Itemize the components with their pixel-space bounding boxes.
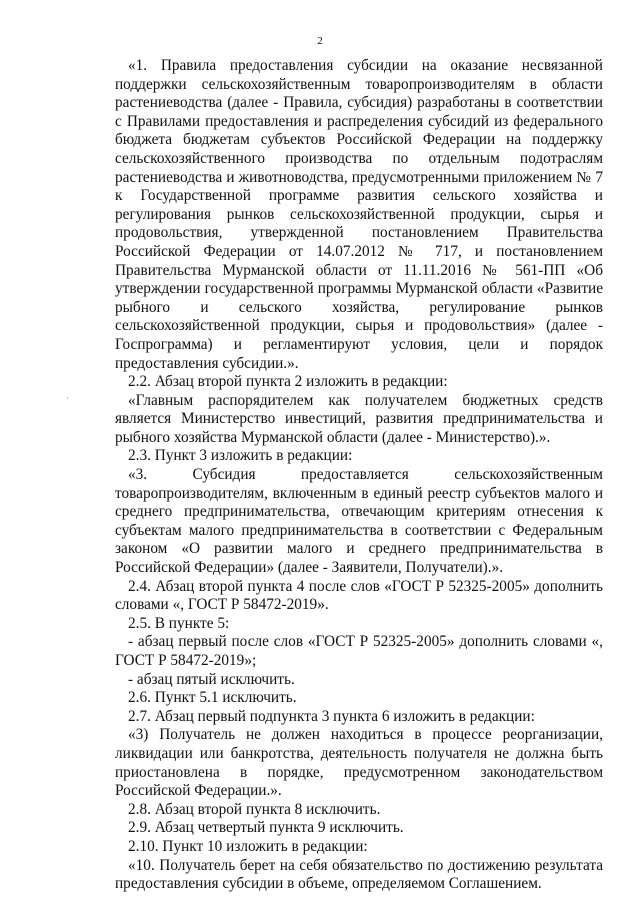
paragraph-rules-clause-1: «1. Правила предоставления субсидии на оказание несвязанной поддержки сельскохозяйственным товаропроизводителям в области растениеводства (далее - Правила, субсидия) разработаны в соответствии с Правилами предоставления и распределения субсидий из федерального бюджета бюджетам субъектов Российской Федерации на поддержку сельскохозяйственного производства по отдельным подотраслям растениеводства и животноводства, предусмотренными приложением № 7 к Государственной программе развития сельского хозяйства и регулирования рынков сельскохозяйственной продукции, сырья и продовольствия, утвержденной постановлением Правительства Российской Федерации от 14.07.2012 № 717, и постановлением Правительства Мурманской области от 11.11.2016 № 561-ПП «Об утверждении государственной программы Мурманской области «Развитие рыбного и сельского хозяйства, регулирование рынков сельскохозяйственной продукции, сырья и продовольствия» (далее - Госпрограмма) и регламентируют условия, цели и порядок предоставления субсидии.». xyxy=(115,57,603,372)
paragraph-amendment-2-6: 2.6. Пункт 5.1 исключить. xyxy=(128,689,297,707)
paragraph-amendment-2-7: 2.7. Абзац первый подпункта 3 пункта 6 изложить в редакции: xyxy=(128,707,535,725)
paragraph-2-5-second-item: - абзац пятый исключить. xyxy=(128,670,295,688)
paragraph-clause-10: «10. Получатель берет на себя обязательство по достижению результата предоставления субсидии в объеме, определяемом Соглашением. xyxy=(115,856,603,893)
margin-mark: · xyxy=(66,393,69,403)
paragraph-amendment-2-3: 2.3. Пункт 3 изложить в редакции: xyxy=(128,447,353,465)
paragraph-amendment-2-10: 2.10. Пункт 10 изложить в редакции: xyxy=(128,837,368,855)
paragraph-2-5-first-item: - абзац первый после слов «ГОСТ Р 52325-2005» дополнить словами «, ГОСТ Р 58472-2019»; xyxy=(115,633,603,669)
paragraph-clause-6-3: «3) Получатель не должен находиться в процессе реорганизации, ликвидации или банкротства, деятельность получателя не должна быть приостановлена в порядке, предусмотренном законодательством Российской Федерации.». xyxy=(115,726,603,800)
paragraph-amendment-2-9: 2.9. Абзац четвертый пункта 9 исключить. xyxy=(128,819,404,837)
paragraph-amendment-2-4: 2.4. Абзац второй пункта 4 после слов «ГОСТ Р 52325-2005» дополнить словами «, ГОСТ Р 58472-2019». xyxy=(115,577,603,614)
paragraph-amendment-2-5: 2.5. В пункте 5: xyxy=(128,614,230,632)
paragraph-main-administrator: «Главным распорядителем как получателем бюджетных средств является Министерство инвестиций, развития предпринимательства и рыбного хозяйства Мурманской области (далее - Министерство).». xyxy=(115,391,603,446)
document-body xyxy=(115,57,603,894)
paragraph-amendment-2-8: 2.8. Абзац второй пункта 8 исключить. xyxy=(128,800,381,818)
paragraph-clause-3-subsidy: «3. Субсидия предоставляется сельскохозяйственным товаропроизводителям, включенным в единый реестр субъектов малого и среднего предпринимательства, отвечающим критериям отнесения к субъектам малого предпринимательства в соответствии с Федеральным законом «О развитии малого и среднего предпринимательства в Российской Федерации» (далее - Заявители, Получатели).». xyxy=(115,466,603,577)
page-number: 2 xyxy=(317,35,323,47)
paragraph-amendment-2-2: 2.2. Абзац второй пункта 2 изложить в редакции: xyxy=(128,373,448,391)
